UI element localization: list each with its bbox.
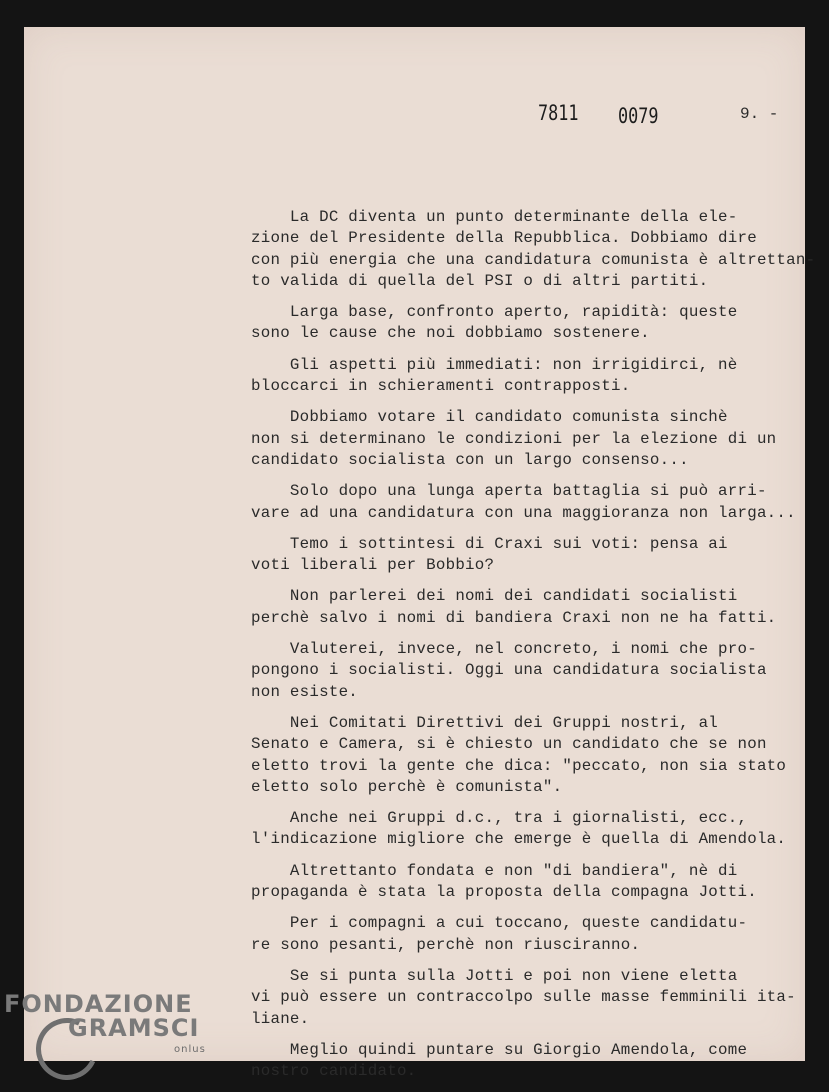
text-line: vare ad una candidatura con una maggioranza non larga... xyxy=(251,503,796,522)
text-line: voti liberali per Bobbio? xyxy=(251,556,495,575)
paragraph xyxy=(251,355,821,398)
text-line: Senato e Camera, si è chiesto un candidato che se non xyxy=(251,735,767,754)
text-line: Non parlerei dei nomi dei candidati socialisti xyxy=(251,587,738,606)
text-line: La DC diventa un punto determinante della ele- xyxy=(251,208,738,226)
text-line: vi può essere un contraccolpo sulle masse femminili ita- xyxy=(251,988,796,1007)
text-line: eletto solo perchè è comunista". xyxy=(251,777,563,796)
doc-number-item: 0079 xyxy=(618,104,659,128)
text-line: Larga base, confronto aperto, rapidità: queste xyxy=(251,303,738,322)
text-line: re sono pesanti, perchè non riusciranno. xyxy=(251,935,641,954)
text-line: Altrettanto fondata e non "di bandiera", nè di xyxy=(251,861,738,880)
paragraph xyxy=(251,861,821,904)
text-line: non si determinano le condizioni per la elezione di un xyxy=(251,429,777,448)
text-line: Temo i sottintesi di Craxi sui voti: pensa ai xyxy=(251,534,728,553)
paragraph xyxy=(251,1040,821,1083)
watermark-line-2: GRAMSCI xyxy=(68,1014,200,1042)
watermark-logo xyxy=(4,990,206,1055)
text-line: Dobbiamo votare il candidato comunista sinchè xyxy=(251,408,728,427)
text-line: pongono i socialisti. Oggi una candidatura socialista xyxy=(251,661,767,680)
text-line: Meglio quindi puntare su Giorgio Amendola, come xyxy=(251,1040,748,1059)
text-line: Valuterei, invece, nel concreto, i nomi che pro- xyxy=(251,640,757,659)
paragraph xyxy=(251,586,821,629)
watermark-line-3: onlus xyxy=(174,1044,206,1055)
text-line: nostro candidato. xyxy=(251,1062,417,1081)
paragraph xyxy=(251,713,821,798)
text-line: zione del Presidente della Repubblica. Dobbiamo dire xyxy=(251,229,757,248)
paragraph xyxy=(251,639,821,703)
paragraph xyxy=(251,966,821,1030)
text-line: bloccarci in schieramenti contrapposti. xyxy=(251,377,631,396)
archive-number xyxy=(538,101,659,128)
text-line: Se si punta sulla Jotti e poi non viene eletta xyxy=(251,966,738,985)
text-line: Anche nei Gruppi d.c., tra i giornalisti, ecc., xyxy=(251,809,748,828)
text-line: con più energia che una candidatura comunista è altrettan- xyxy=(251,250,816,269)
page-number: 9. - xyxy=(740,105,779,123)
text-line: eletto trovi la gente che dica: "peccato, non sia stato xyxy=(251,756,787,775)
text-line: Per i compagni a cui toccano, queste candidatu- xyxy=(251,914,748,933)
paragraph xyxy=(251,407,821,471)
text-line: to valida di quella del PSI o di altri partiti. xyxy=(251,271,709,290)
text-line: propaganda è stata la proposta della compagna Jotti. xyxy=(251,883,757,902)
text-line: Solo dopo una lunga aperta battaglia si può arri- xyxy=(251,482,767,501)
doc-number-series: 7811 xyxy=(538,101,579,125)
text-line: Nei Comitati Direttivi dei Gruppi nostri, al xyxy=(251,713,719,732)
text-line: perchè salvo i nomi di bandiera Craxi non ne ha fatti. xyxy=(251,608,777,627)
paragraph xyxy=(251,534,821,577)
typed-text-body xyxy=(24,207,821,1092)
text-line: non esiste. xyxy=(251,682,359,701)
document-page xyxy=(24,27,816,1081)
watermark-line-1: FONDAZIONE xyxy=(4,990,193,1018)
paragraph xyxy=(251,207,821,292)
paragraph xyxy=(251,913,821,956)
text-line: Gli aspetti più immediati: non irrigidirci, nè xyxy=(251,355,738,374)
text-line: candidato socialista con un largo consenso... xyxy=(251,450,689,469)
paragraph xyxy=(251,808,821,851)
text-line: l'indicazione migliore che emerge è quella di Amendola. xyxy=(251,830,787,849)
text-line: liane. xyxy=(251,1009,310,1028)
paragraph xyxy=(251,302,821,345)
paragraph xyxy=(251,481,821,524)
text-line: sono le cause che noi dobbiamo sostenere. xyxy=(251,324,650,343)
